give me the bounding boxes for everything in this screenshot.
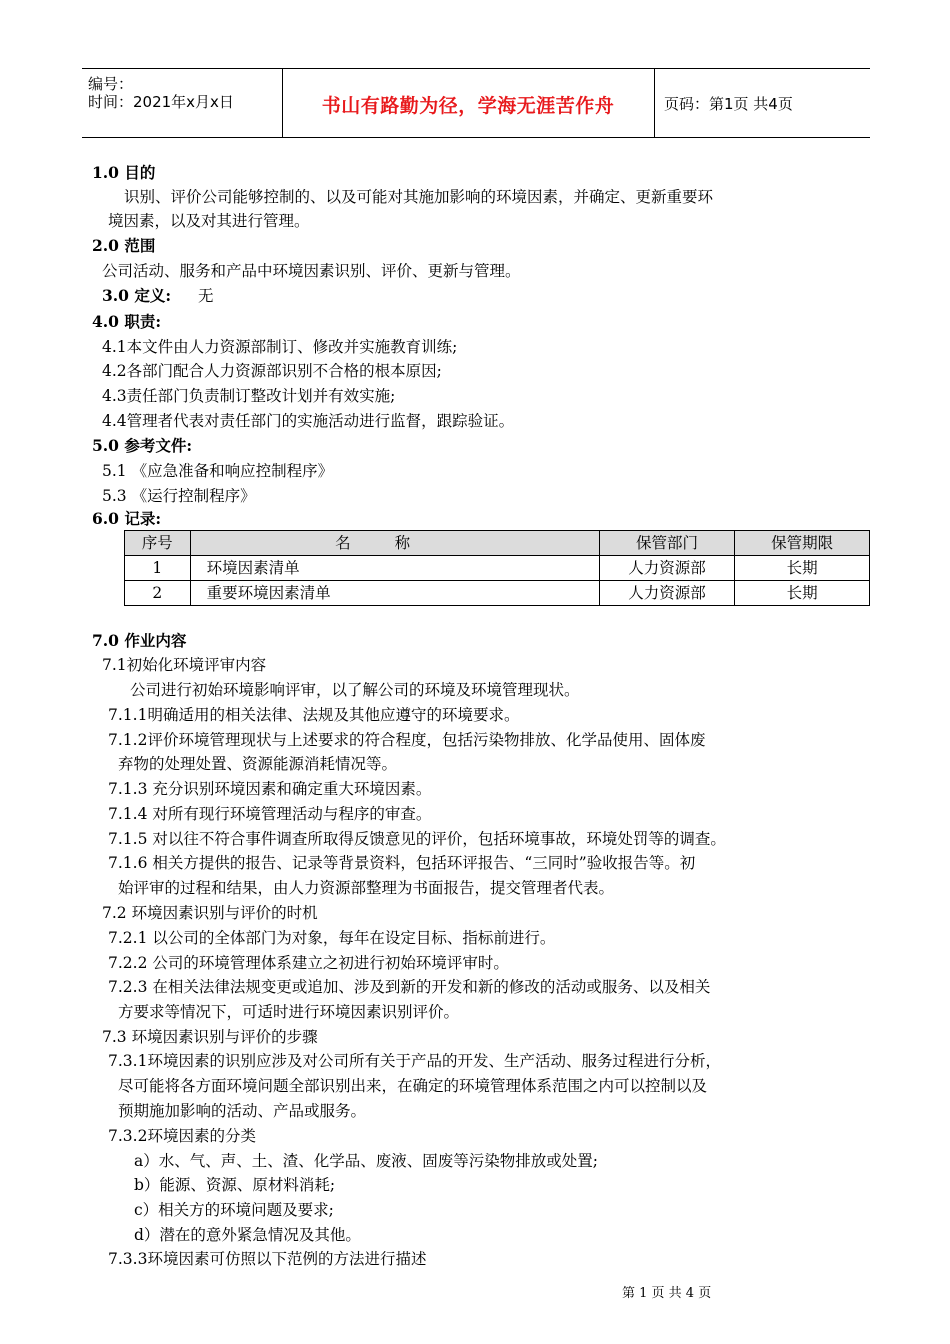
- clause-item: 7.3.3环境因素可仿照以下范例的方法进行描述: [108, 1250, 427, 1268]
- list-item: a）水、气、声、土、渣、化学品、废液、固废等污染物排放或处置;: [134, 1152, 598, 1170]
- section-heading-scope: 2.0 范围: [92, 236, 156, 255]
- body-text: 公司进行初始环境影响评审，以了解公司的环境及环境管理现状。: [130, 681, 580, 699]
- section-heading-duties: 4.0 职责:: [92, 312, 162, 331]
- section-heading-references: 5.0 参考文件:: [92, 436, 193, 455]
- clause-item: 7.1.3 充分识别环境因素和确定重大环境因素。: [108, 780, 432, 798]
- clause-item: 7.3.1环境因素的识别应涉及对公司所有关于产品的开发、生产活动、服务过程进行分析，: [108, 1052, 721, 1070]
- table-cell: 2: [125, 581, 191, 606]
- table-row: [125, 556, 870, 581]
- clause-continuation: 弃物的处理处置、资源能源消耗情况等。: [118, 755, 398, 773]
- table-cell: 重要环境因素清单: [190, 581, 599, 606]
- table-cell: 1: [125, 556, 191, 581]
- table-header-cell: 保管部门: [599, 531, 735, 556]
- list-item: c）相关方的环境问题及要求;: [134, 1201, 334, 1219]
- duty-item: 4.4管理者代表对责任部门的实施活动进行监督，跟踪验证。: [102, 412, 515, 430]
- header-motto: 书山有路勤为径，学海无涯苦作舟: [321, 95, 615, 117]
- clause-item: 7.3.2环境因素的分类: [108, 1127, 256, 1145]
- table-cell: 人力资源部: [599, 581, 735, 606]
- clause-item: 7.1.2评价环境管理现状与上述要求的符合程度，包括污染物排放、化学品使用、固体废: [108, 731, 706, 749]
- table-row: [125, 581, 870, 606]
- table-header-cell: 名称: [190, 531, 599, 556]
- section-heading-purpose: 1.0 目的: [92, 163, 156, 182]
- clause-item: 7.1.4 对所有现行环境管理活动与程序的审查。: [108, 805, 432, 823]
- table-header-cell: 序号: [125, 531, 191, 556]
- records-table: [124, 530, 870, 606]
- section-heading-operations: 7.0 作业内容: [92, 631, 187, 650]
- subsection-heading: 7.1初始化环境评审内容: [102, 656, 267, 674]
- reference-item: 5.3 《运行控制程序》: [102, 487, 256, 505]
- clause-item: 7.2.1 以公司的全体部门为对象，每年在设定目标、指标前进行。: [108, 929, 556, 947]
- header-motto-cell: [282, 69, 655, 137]
- list-item: d）潜在的意外紧急情况及其他。: [134, 1226, 361, 1244]
- duty-item: 4.1本文件由人力资源部制订、修改并实施教育训练;: [102, 338, 458, 356]
- duty-item: 4.3责任部门负责制订整改计划并有效实施;: [102, 387, 396, 405]
- table-header-cell: 保管期限: [735, 531, 870, 556]
- doc-number-label: 编号：: [88, 75, 134, 93]
- clause-continuation: 方要求等情况下，可适时进行环境因素识别评价。: [118, 1003, 460, 1021]
- section-heading-definition: 3.0 定义:: [102, 286, 172, 305]
- clause-item: 7.2.2 公司的环境管理体系建立之初进行初始环境评审时。: [108, 954, 509, 972]
- table-cell: 人力资源部: [599, 556, 735, 581]
- header-meta-cell: [82, 69, 283, 137]
- table-cell: 长期: [735, 556, 870, 581]
- clause-item: 7.1.1明确适用的相关法律、法规及其他应遵守的环境要求。: [108, 706, 520, 724]
- reference-item: 5.1 《应急准备和响应控制程序》: [102, 462, 334, 480]
- clause-item: 7.1.5 对以往不符合事件调查所取得反馈意见的评价，包括环境事故，环境处罚等的调查。: [108, 830, 726, 848]
- clause-item: 7.2.3 在相关法律法规变更或追加、涉及到新的开发和新的修改的活动或服务、以及相关: [108, 978, 711, 996]
- page-footer: 第 1 页 共 4 页: [622, 1286, 712, 1301]
- table-cell: 长期: [735, 581, 870, 606]
- purpose-text-1: 识别、评价公司能够控制的、以及可能对其施加影响的环境因素，并确定、更新重要环: [124, 188, 714, 206]
- subsection-heading: 7.3 环境因素识别与评价的步骤: [102, 1028, 318, 1046]
- header-page-cell: [654, 69, 870, 137]
- duty-item: 4.2各部门配合人力资源部识别不合格的根本原因;: [102, 362, 442, 380]
- header-page-info: 页码：第1页 共4页: [664, 95, 793, 113]
- section-heading-records: 6.0 记录:: [92, 509, 162, 528]
- definition-text: 无: [198, 287, 214, 305]
- clause-continuation: 预期施加影响的活动、产品或服务。: [118, 1102, 367, 1120]
- doc-date: 时间：2021年x月x日: [88, 93, 234, 111]
- clause-continuation: 始评审的过程和结果，由人力资源部整理为书面报告，提交管理者代表。: [118, 879, 615, 897]
- list-item: b）能源、资源、原材料消耗;: [134, 1176, 336, 1194]
- clause-item: 7.1.6 相关方提供的报告、记录等背景资料，包括环评报告、“三同时”验收报告等。初: [108, 854, 696, 872]
- clause-continuation: 尽可能将各方面环境问题全部识别出来，在确定的环境管理体系范围之内可以控制以及: [118, 1077, 708, 1095]
- page-header: [82, 68, 870, 138]
- subsection-heading: 7.2 环境因素识别与评价的时机: [102, 904, 318, 922]
- purpose-text-2: 境因素，以及对其进行管理。: [108, 212, 310, 230]
- table-header-row: [125, 531, 870, 556]
- table-cell: 环境因素清单: [190, 556, 599, 581]
- scope-text: 公司活动、服务和产品中环境因素识别、评价、更新与管理。: [102, 262, 521, 280]
